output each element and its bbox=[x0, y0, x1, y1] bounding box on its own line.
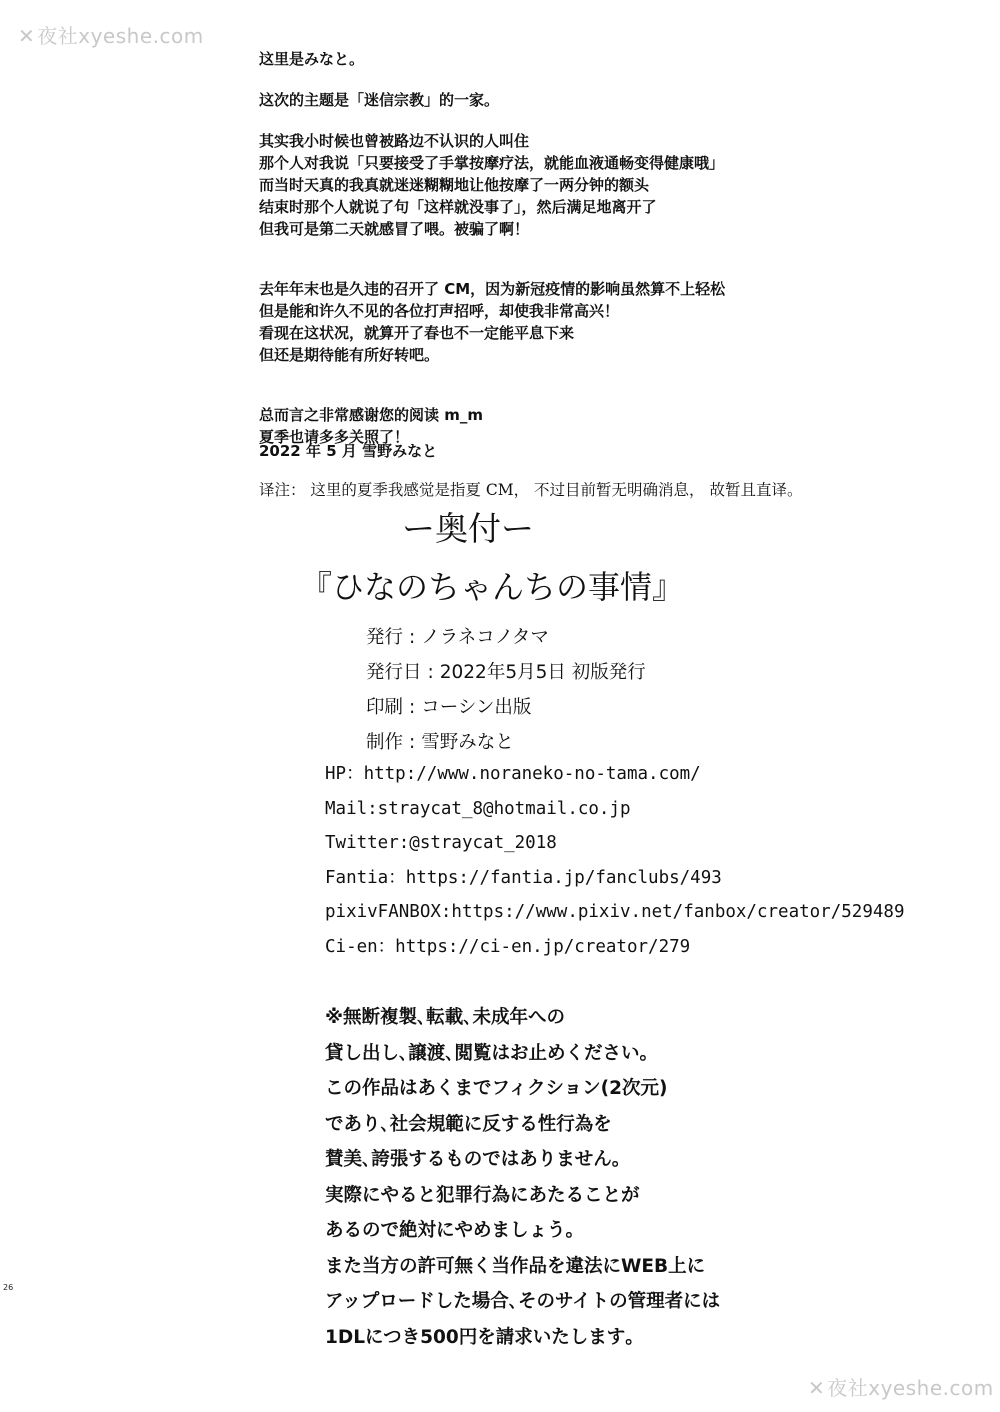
link-twitter: Twitter:@straycat_2018 bbox=[325, 833, 557, 854]
page-number: 26 bbox=[3, 1283, 14, 1292]
afterword-line: 这里是みなと。 bbox=[259, 50, 365, 68]
notice-line: 実際にやると犯罪行為にあたることが bbox=[325, 1184, 640, 1206]
info-separator: : bbox=[427, 662, 434, 683]
afterword-line: 看现在这状况，就算开了春也不一定能平息下来 bbox=[259, 324, 575, 342]
colophon-info bbox=[366, 620, 646, 760]
afterword-line: 但我可是第二天就感冒了喂。被骗了啊！ bbox=[259, 220, 530, 238]
afterword-line: 去年年末也是久违的召开了 CM，因为新冠疫情的影响虽然算不上轻松 bbox=[259, 280, 726, 298]
afterword-paragraph bbox=[259, 89, 959, 111]
notice-line: アップロードした場合､そのサイトの管理者には bbox=[325, 1291, 721, 1312]
notice-line: 貸し出し､譲渡､閲覧はお止めください｡ bbox=[325, 1042, 649, 1064]
x-logo-icon: ✕ bbox=[808, 1376, 826, 1400]
link-fantia: Fantia：https://fantia.jp/fanclubs/493 bbox=[325, 867, 722, 888]
info-label: 制作 bbox=[366, 732, 404, 753]
info-label: 発行 bbox=[366, 627, 404, 648]
x-logo-icon: ✕ bbox=[18, 24, 36, 48]
afterword-line: 但还是期待能有所好转吧。 bbox=[259, 346, 440, 364]
watermark-top-text: 夜社xyeshe.com bbox=[37, 24, 204, 48]
link-hp: HP：http://www.noraneko-no-tama.com/ bbox=[325, 764, 701, 784]
notice-line: ※無断複製､転載､未成年への bbox=[325, 1007, 565, 1028]
link-ci-en: Ci-en：https://ci-en.jp/creator/279 bbox=[325, 936, 691, 957]
date-signature: 2022 年 5 月 雪野みなと bbox=[259, 442, 438, 460]
afterword-paragraph bbox=[259, 130, 959, 240]
notice-line: あるので絶対にやめましょう｡ bbox=[325, 1220, 575, 1241]
info-label: 印刷 bbox=[366, 697, 404, 718]
info-separator: : bbox=[409, 732, 416, 753]
link-fanbox: pixivFANBOX:https://www.pixiv.net/fanbox/creator/529489 bbox=[325, 902, 905, 923]
info-row-publisher bbox=[366, 620, 646, 655]
notice-line: また当方の許可無く当作品を違法にWEB上に bbox=[325, 1255, 706, 1277]
afterword-line: 这次的主题是「迷信宗教」的一家。 bbox=[259, 91, 500, 109]
notice-line: 1DLにつき500円を請求いたします｡ bbox=[325, 1326, 635, 1348]
info-separator: : bbox=[409, 627, 416, 648]
afterword-line: 其实我小时候也曾被路边不认识的人叫住 bbox=[259, 132, 530, 150]
afterword-line: 那个人对我说「只要接受了手掌按摩疗法，就能血液通畅变得健康哦」 bbox=[259, 154, 725, 172]
info-separator: : bbox=[409, 697, 416, 718]
book-title: 『ひなのちゃんちの事情』 bbox=[300, 568, 685, 606]
notice-line: この作品はあくまでフィクション(2次元) bbox=[325, 1078, 668, 1099]
info-row-printer bbox=[366, 690, 646, 725]
notice-line: 賛美､誇張するものではありません｡ bbox=[325, 1149, 622, 1170]
watermark-bottom bbox=[808, 1372, 994, 1401]
translator-note: 译注： 这里的夏季我感觉是指夏 CM， 不过目前暂无明确消息， 故暂且直译。 bbox=[259, 481, 803, 499]
afterword-line: 夏季也请多多关照了！ bbox=[259, 428, 410, 446]
afterword-paragraph bbox=[259, 278, 959, 366]
info-label: 発行日 bbox=[366, 662, 422, 683]
afterword-line: 总而言之非常感谢您的阅读 m_m bbox=[259, 406, 483, 424]
info-row-date bbox=[366, 655, 646, 690]
afterword-line: 而当时天真的我真就迷迷糊糊地让他按摩了一两分钟的额头 bbox=[259, 176, 650, 194]
afterword-paragraph bbox=[259, 48, 959, 70]
watermark-top bbox=[18, 20, 204, 49]
copyright-notice bbox=[325, 1000, 720, 1355]
afterword-line: 结束时那个人就说了句「这样就没事了」，然后满足地离开了 bbox=[259, 198, 657, 216]
colophon-heading: ー奥付ー bbox=[402, 509, 534, 548]
afterword bbox=[259, 48, 959, 467]
contact-links bbox=[325, 757, 904, 965]
watermark-bottom-text: 夜社xyeshe.com bbox=[827, 1376, 994, 1400]
info-value: 2022年5月5日 初版発行 bbox=[439, 662, 646, 683]
notice-line: であり､社会規範に反する性行為を bbox=[325, 1113, 612, 1135]
info-value: 雪野みなと bbox=[421, 732, 514, 753]
link-mail: Mail:straycat_8@hotmail.co.jp bbox=[325, 798, 631, 819]
info-value: ノラネコノタマ bbox=[421, 627, 549, 648]
info-value: コーシン出版 bbox=[421, 697, 532, 718]
info-row-author bbox=[366, 725, 646, 760]
afterword-line: 但是能和许久不见的各位打声招呼，却使我非常高兴！ bbox=[259, 302, 620, 320]
